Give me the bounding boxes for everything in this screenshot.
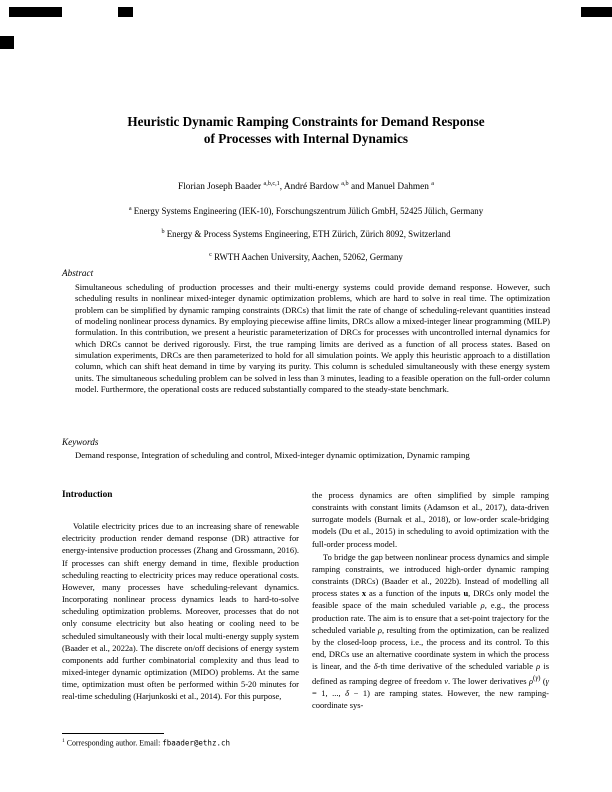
affiliations — [0, 199, 612, 267]
footnote-section — [62, 733, 299, 748]
corresponding-author-footnote: $^1$ Corresponding author. Email: fbaader@ethz.ch — [62, 738, 231, 748]
scan-mark-top-left — [9, 7, 62, 17]
introduction-heading: Introduction — [62, 490, 113, 500]
keywords-section — [62, 437, 550, 461]
left-column — [62, 489, 299, 712]
introduction-paragraph: Volatile electricity prices due to an increasing share of renewable electricity production render demand response (DR) attractive for energy-intensive production processes (Zhang and Grossmann, 2016). If processes can shift energy demand in time, flexible production scheduling reacting to electricity prices may reduce operational costs. However, many processes have scheduling-relevant dynamics. Incorporating nonlinear process dynamics leads to hard-to-solve scheduling optimization problems. Moreover, processes that do not only consume electricity but also heating or cooling need to be scheduled simultaneously with their local multi-energy supply system (Baader et al., 2022a). The discrete on/off decisions of energy system components add further combinatorial complexity and thus lead to mixed-integer dynamic optimization (MIDO) problems. At the same time, optimization must often be performed within 5-20 minutes for real-time scheduling (Harjunkoski et al., 2014). For this purpose, — [62, 521, 299, 702]
keywords-body: Demand response, Integration of scheduling and control, Mixed-integer dynamic optimization, Dynamic ramping — [75, 450, 470, 460]
footnote-rule — [62, 733, 164, 734]
paper-title — [0, 114, 612, 148]
right-column-paragraph-1: the process dynamics are often simplified by simple ramping constraints with constant limits (Adamson et al., 2017), data-driven surrogate models (Burnak et al., 2018), or low-order scale-bridging models (Du et al., 2015) in scheduling to avoid optimization with the full-order process model. — [312, 490, 549, 549]
right-column-paragraph-2: To bridge the gap between nonlinear process dynamics and simple ramping constraints, we introduced high-order dynamic ramping constraints (DRCs) (Baader et al., 2022b). Instead of modelling all process states x as a function of the inputs u, DRCs only model the feasible space of the main scheduled variable ρ, e.g., the process production rate. The aim is to ensure that a set-point trajectory for the scheduled variable ρ, resulting from the optimization, can be realized by the closed-loop process, i.e., the process and its control. To this end, DRCs use an alternative coordinate system in which the process is linear, and the δ-th time derivative of the scheduled variable ρ is defined as ramping degree of freedom ν. The lower derivatives $\rho^{(\gamma)}$ (γ = 1, ..., δ − 1) are ramping states. However, the new ramping-coordinate sys- — [312, 551, 549, 711]
author-line: Florian Joseph Baader $^{a,b,c,1}$, André Bardow $^{a,b}$ and Manuel Dahmen $^a$ — [177, 180, 434, 193]
keywords-heading: Keywords — [62, 437, 99, 447]
scan-mark-top-right — [581, 7, 612, 17]
right-column — [312, 489, 549, 712]
affiliation-a: $^a$ Energy Systems Engineering (IEK-10), Forschungszentrum Jülich GmbH, 52425 Jülich, Germany — [128, 205, 484, 216]
scan-mark-left-edge — [0, 36, 14, 49]
abstract-body: Simultaneous scheduling of production processes and their multi-energy systems could provide demand response. However, such scheduling results in nonlinear mixed-integer dynamic optimization problems, which are hard to solve in real time. The optimization problem can be simplified by dynamic ramping constraints (DRCs) that limit the rate of change of scheduling-relevant quantities instead of modeling nonlinear process dynamics. By employing piecewise affine limits, DRCs allow a mixed-integer linear programming (MILP) formulation. In this contribution, we present a heuristic parameterization of DRCs for processes with uncontrolled internal dynamics for which DRCs cannot be derived rigorously. First, the true ramping limits are derived as a function of all process states. Based on simulation experiments, DRCs are then parameterized to hold for all simulation points. We apply this heuristic approach to a distillation column, which can shift heat demand in time by varying its purity. This column is scheduled simultaneously with these energy system units. The simultaneous scheduling problem can be solved in less than 3 minutes, leading to a feasible operation on the full-order column model. Furthermore, the operational costs are reduced substantially compared to the steady-state benchmark. — [75, 282, 550, 395]
scan-mark-top-left-2 — [118, 7, 133, 17]
affiliation-b: $^b$ Energy & Process Systems Engineering, ETH Zürich, Zürich 8092, Switzerland — [161, 227, 451, 239]
affiliation-c: $^c$ RWTH Aachen University, Aachen, 52062, Germany — [209, 250, 403, 262]
paper-title-line1: Heuristic Dynamic Ramping Constraints for Demand Response — [127, 114, 485, 129]
paper-title-line2: of Processes with Internal Dynamics — [203, 130, 409, 146]
two-column-text — [62, 489, 550, 712]
abstract-heading: Abstract — [62, 268, 94, 278]
abstract-section — [62, 268, 550, 395]
